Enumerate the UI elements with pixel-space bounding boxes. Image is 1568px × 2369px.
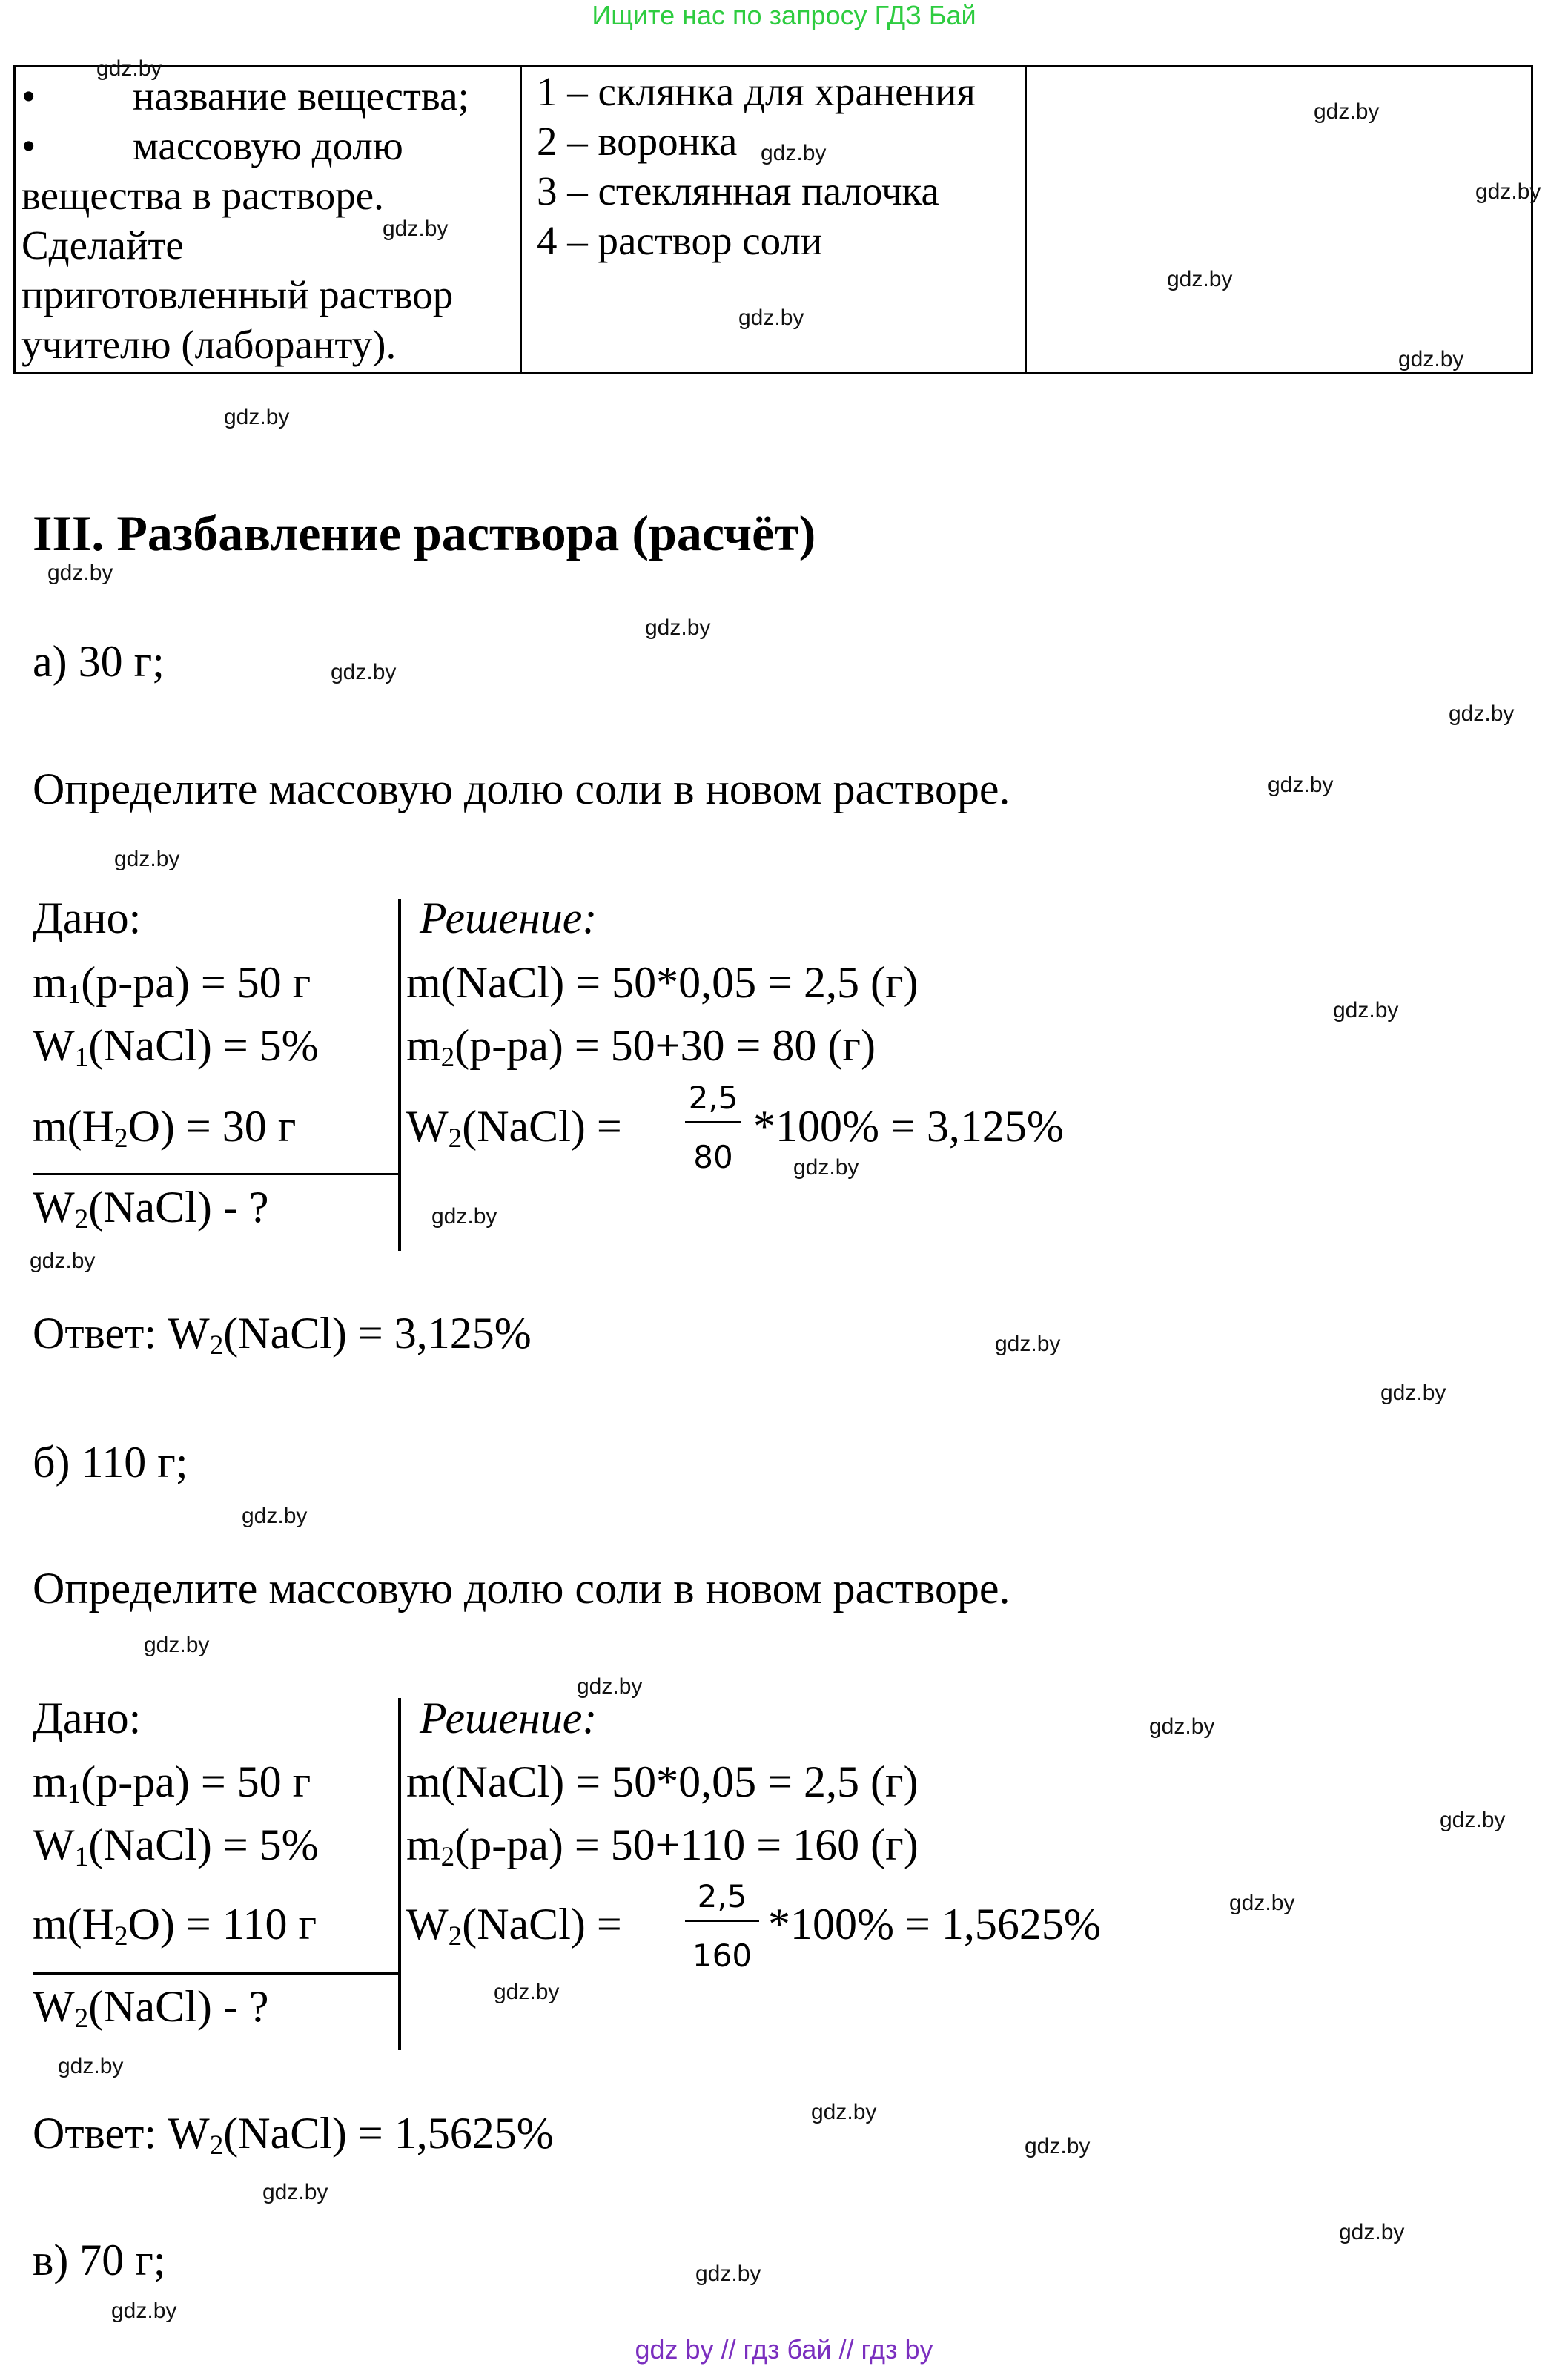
watermark: gdz.by (1149, 1714, 1215, 1739)
problem-question: Определите массовую долю соли в новом растворе. (33, 764, 1010, 813)
watermark: gdz.by (1025, 2134, 1091, 2158)
bullet-icon: • (21, 123, 36, 168)
solution-line-1: m(NaCl) = 50*0,05 = 2,5 (г) (406, 1757, 919, 1806)
watermark: gdz.by (242, 1504, 308, 1528)
watermark: gdz.by (114, 847, 180, 871)
solution-title: Решение: (420, 893, 598, 942)
fraction-numerator: 2,5 (697, 1878, 747, 1914)
instruction-line: учителю (лаборанту). (21, 322, 397, 367)
instruction-bullet-2 (21, 121, 520, 171)
watermark: gdz.by (383, 217, 449, 241)
given-divider (33, 1972, 399, 1975)
given-title: Дано: (33, 893, 142, 942)
footer-links[interactable]: gdz by // гдз бай // гдз by (635, 2334, 933, 2365)
equipment-item: 3 – стеклянная палочка (537, 168, 939, 214)
given-mass-fraction: $W_1(NaCl) = 5\%$ (33, 1820, 319, 1873)
section-title: III. Разбавление раствора (расчёт) (33, 505, 816, 561)
given-title: Дано: (33, 1694, 142, 1742)
watermark: gdz.by (1398, 347, 1464, 371)
equipment-item: 2 – воронка (537, 119, 738, 164)
instruction-line: приготовленный раствор (21, 272, 454, 317)
solution-line-2: $m_2(р-ра) = 50+110 = 160$ (г) (406, 1820, 919, 1873)
problem-label: а) 30 г; (33, 637, 165, 686)
watermark: gdz.by (1333, 998, 1399, 1022)
solution-line-3-left: $W_2(NaCl)$ = (406, 1900, 622, 1952)
watermark: gdz.by (30, 1249, 96, 1273)
problem-question: Определите массовую долю соли в новом растворе. (33, 1564, 1010, 1613)
solution-line-3-left: $W_2(NaCl)$ = (406, 1102, 622, 1154)
watermark: gdz.by (224, 405, 290, 429)
watermark: gdz.by (144, 1633, 210, 1657)
find-unknown: $W_2(NaCl)$ - ? (33, 1982, 269, 2035)
watermark: gdz.by (1449, 701, 1515, 726)
watermark: gdz.by (262, 2180, 328, 2204)
solution-title: Решение: (420, 1694, 598, 1742)
fraction-bar (685, 1920, 759, 1922)
watermark: gdz.by (1268, 773, 1334, 797)
watermark: gdz.by (1475, 179, 1541, 204)
watermark: gdz.by (738, 305, 804, 330)
watermark: gdz.by (111, 2299, 177, 2323)
instruction-line: Сделайте (21, 222, 184, 268)
fraction-numerator: 2,5 (688, 1080, 738, 1116)
solution-line-2: $m_2(р-ра) = 50+30 = 80$ (г) (406, 1021, 876, 1074)
solution-line-1: m(NaCl) = 50*0,05 = 2,5 (г) (406, 958, 919, 1007)
given-solution-separator (398, 1698, 401, 2050)
fraction-denominator: 160 (692, 1937, 752, 1974)
watermark: gdz.by (331, 660, 397, 684)
watermark: gdz.by (695, 2261, 761, 2286)
problem-label: б) 110 г; (33, 1438, 188, 1487)
header-link[interactable]: Ищите нас по запросу ГДЗ Бай (592, 0, 976, 30)
problem-label: в) 70 г; (33, 2236, 166, 2284)
instruction-text: название вещества; (133, 73, 469, 119)
table-cell-empty (1026, 66, 1532, 374)
solution-line-3-right: *100% = 1,5625% (768, 1900, 1101, 1949)
watermark: gdz.by (1339, 2220, 1405, 2244)
watermark: gdz.by (47, 561, 113, 585)
watermark: gdz.by (1229, 1891, 1295, 1915)
given-water-mass: $m(H_2O) = 30$ г (33, 1102, 297, 1154)
find-unknown: $W_2(NaCl)$ - ? (33, 1183, 269, 1235)
instruction-text: массовую долю (133, 123, 403, 168)
watermark: gdz.by (811, 2100, 877, 2124)
watermark: gdz.by (1440, 1808, 1506, 1832)
given-mass-solution: $m_1(р-ра) = 50$ г (33, 958, 311, 1011)
given-mass-fraction: $W_1(NaCl) = 5\%$ (33, 1021, 319, 1074)
watermark: gdz.by (494, 1980, 560, 2004)
equipment-item: 4 – раствор соли (537, 218, 823, 263)
watermark: gdz.by (645, 615, 711, 640)
equipment-item: 1 – склянка для хранения (537, 69, 976, 114)
watermark: gdz.by (577, 1674, 643, 1699)
watermark: gdz.by (58, 2054, 124, 2078)
answer: Ответ: $W_2(NaCl) = 1,5625\%$ (33, 2109, 554, 2161)
watermark: gdz.by (1167, 267, 1233, 291)
fraction-bar (685, 1121, 741, 1123)
given-divider (33, 1173, 399, 1175)
instruction-line: вещества в растворе. (21, 173, 384, 218)
watermark: gdz.by (995, 1332, 1061, 1356)
bullet-icon: • (21, 73, 36, 119)
given-mass-solution: $m_1(р-ра) = 50$ г (33, 1757, 311, 1810)
given-water-mass: $m(H_2O) = 110$ г (33, 1900, 317, 1952)
watermark: gdz.by (431, 1204, 497, 1229)
fraction-denominator: 80 (693, 1139, 733, 1175)
watermark: gdz.by (793, 1155, 859, 1180)
answer: Ответ: $W_2(NaCl) = 3,125\%$ (33, 1309, 532, 1361)
watermark: gdz.by (1314, 99, 1380, 124)
solution-line-3-right: *100% = 3,125% (753, 1102, 1064, 1151)
watermark: gdz.by (96, 56, 162, 81)
watermark: gdz.by (1380, 1381, 1446, 1405)
watermark: gdz.by (761, 141, 827, 165)
given-solution-separator (398, 899, 401, 1251)
